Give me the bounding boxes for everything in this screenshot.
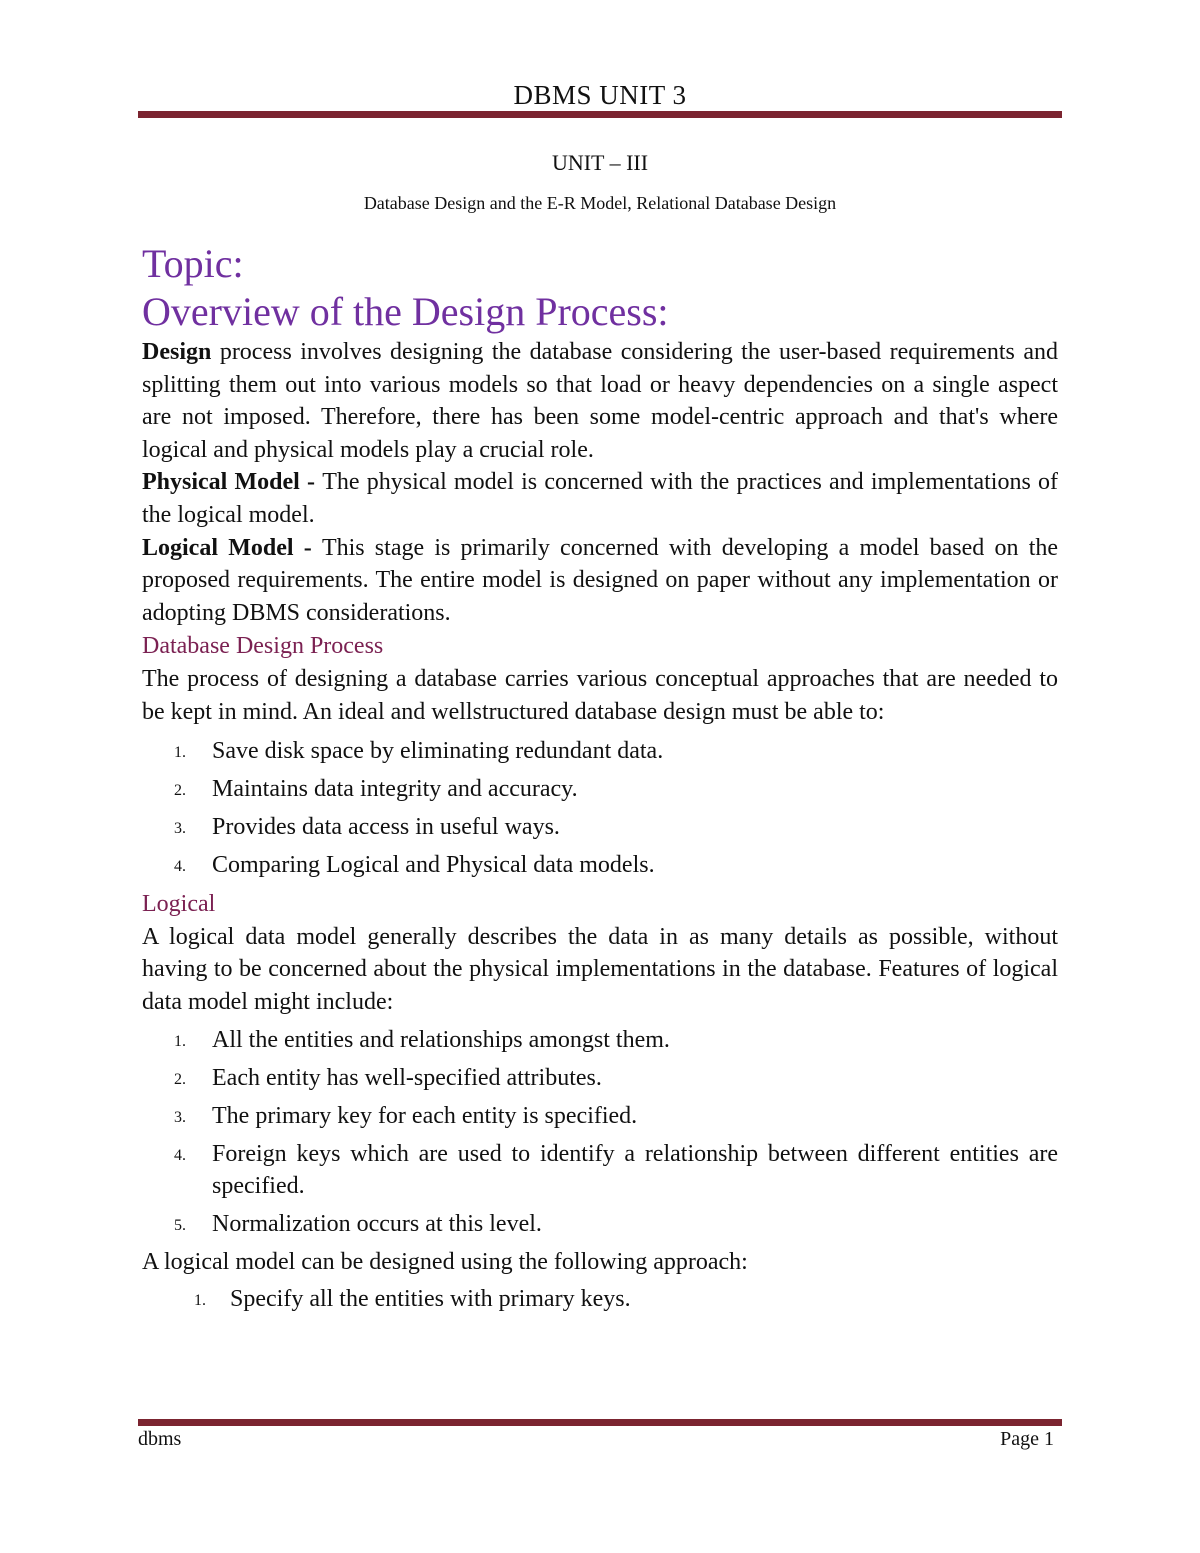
list-number: 2.: [174, 781, 186, 799]
list-number: 1.: [174, 1033, 186, 1051]
list-item: [142, 773, 1058, 805]
design-process-paragraph: The process of designing a database carries various conceptual approaches that are needed to be kept in mind. An ideal and wellstructured database design must be able to:: [142, 666, 1058, 725]
list-item-text: Each entity has well-specified attributes.: [212, 1065, 602, 1092]
physical-model-text: The physical model is concerned with the practices and implementations of the logical model.: [142, 469, 1058, 528]
list-number: 2.: [174, 1071, 186, 1089]
list-item: [142, 1138, 1058, 1202]
list-item: [142, 849, 1058, 881]
list-number: 3.: [174, 819, 186, 837]
logical-features-list: [142, 1024, 1058, 1240]
topic-label: Topic:: [142, 241, 244, 286]
approach-paragraph: A logical model can be designed using the following approach:: [142, 1249, 748, 1276]
physical-model-term: Physical Model -: [142, 469, 323, 496]
list-item-text: All the entities and relationships amongst them.: [212, 1027, 670, 1054]
logical-model-paragraph: [142, 532, 1058, 630]
list-number: 3.: [174, 1109, 186, 1127]
list-number: 4.: [174, 857, 186, 875]
design-process-heading: Database Design Process: [142, 633, 384, 660]
list-item-text: The primary key for each entity is specified.: [212, 1103, 638, 1130]
list-number: 5.: [174, 1217, 186, 1235]
logical-paragraph: A logical data model generally describes the data in as many details as possible, without having to be concerned about the physical implementations in the database. Features of logical data model might include:: [142, 923, 1058, 1015]
logical-heading: Logical: [142, 890, 216, 917]
list-number: 1.: [174, 743, 186, 761]
list-item: [142, 1283, 1058, 1315]
list-number: 1.: [194, 1291, 206, 1309]
list-item: [142, 1208, 1058, 1240]
header-title: DBMS UNIT 3: [513, 80, 687, 110]
list-item-text: Foreign keys which are used to identify a relationship between different entities are specified.: [212, 1141, 1058, 1200]
list-item-text: Normalization occurs at this level.: [212, 1211, 542, 1238]
list-item: [142, 1100, 1058, 1132]
list-item: [142, 811, 1058, 843]
list-item-text: Specify all the entities with primary keys.: [230, 1285, 631, 1312]
list-item-text: Maintains data integrity and accuracy.: [212, 775, 578, 802]
approach-list: [142, 1283, 1058, 1315]
logical-model-text: This stage is primarily concerned with developing a model based on the proposed requirements. The entire model is designed on paper without any implementation or adopting DBMS considerations.: [142, 534, 1059, 626]
list-item-text: Save disk space by eliminating redundant data.: [212, 737, 664, 764]
logical-model-term: Logical Model -: [142, 534, 322, 561]
design-process-list: [142, 735, 1058, 881]
page-number: Page 1: [1000, 1428, 1054, 1450]
topic-title: Overview of the Design Process:: [142, 289, 669, 334]
list-item: [142, 1062, 1058, 1094]
intro-text: process involves designing the database considering the user-based requirements and splitting them out into various models so that load or heavy dependencies on a single aspect are not imposed. Therefore, there has been some model-centric approach and that's where logical and physical models play a crucial role.: [142, 339, 1058, 463]
footer-rule: [138, 1419, 1062, 1426]
list-item: [142, 1024, 1058, 1056]
list-item-text: Provides data access in useful ways.: [212, 813, 560, 840]
physical-model-paragraph: [142, 466, 1058, 531]
footer-left-text: dbms: [138, 1428, 182, 1450]
unit-title: UNIT – III: [551, 150, 649, 175]
document-body: [142, 240, 1058, 1321]
header-rule: [138, 111, 1062, 118]
list-item: [142, 735, 1058, 767]
list-number: 4.: [174, 1147, 186, 1165]
unit-subtitle: Database Design and the E-R Model, Relational Database Design: [363, 193, 837, 213]
intro-paragraph: [142, 336, 1058, 466]
intro-bold: Design: [142, 339, 212, 365]
list-item-text: Comparing Logical and Physical data models.: [212, 851, 655, 878]
